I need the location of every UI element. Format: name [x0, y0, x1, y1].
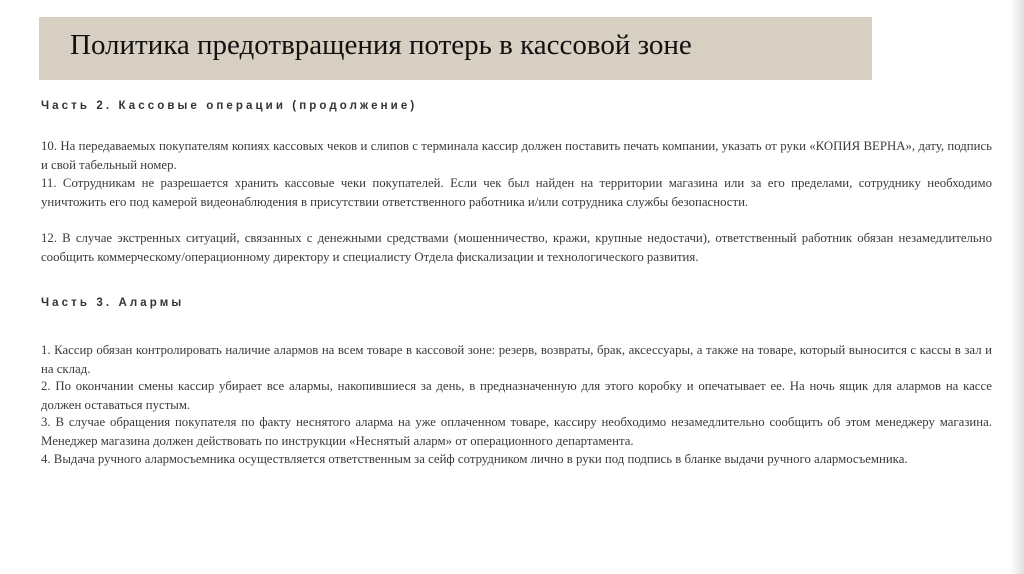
slide-edge-shadow — [1010, 0, 1024, 574]
part2-item-12: 12. В случае экстренных ситуаций, связанных с денежными средствами (мошенничество, кражи, крупные недостачи), ответственный работник обязан незамедлительно сообщить коммерческому/операционному директору и специалисту Отдела фискализации и технологического развития. — [41, 231, 992, 264]
part3-item-3: 3. В случае обращения покупателя по факту неснятого аларма на уже оплаченном товаре, кассиру необходимо незамедлительно сообщить об этом менеджеру магазина. Менеджер магазина должен действовать по инструкции «Неснятый аларм» от операционного департамента. — [41, 415, 992, 448]
part2-item-10: 10. На передаваемых покупателям копиях кассовых чеков и слипов с терминала кассир должен поставить печать компании, указать от руки «КОПИЯ ВЕРНА», дату, подпись и свой табельный номер. — [41, 139, 992, 172]
part2-item-11: 11. Сотрудникам не разрешается хранить кассовые чеки покупателей. Если чек был найден на территории магазина или за его пределами, сотруднику необходимо уничтожить его под камерой видеонаблюдения в присутствии ответственного работника и/или сотрудника службы безопасности. — [41, 176, 992, 209]
part3-heading: Часть 3. Алармы — [41, 297, 185, 309]
part3-item-2: 2. По окончании смены кассир убирает все алармы, накопившиеся за день, в предназначенную для этого коробку и опечатывает ее. На ночь ящик для алармов на кассе должен оставаться пустым. — [41, 379, 992, 412]
part3-item-4: 4. Выдача ручного алармосъемника осуществляется ответственным за сейф сотрудником лично в руки под подпись в бланке выдачи ручного алармосъемника. — [41, 452, 908, 466]
slide-title: Политика предотвращения потерь в кассовой зоне — [70, 29, 692, 61]
part3-item-1: 1. Кассир обязан контролировать наличие алармов на всем товаре в кассовой зоне: резерв, возвраты, брак, аксессуары, а также на товаре, который выносится с кассы в зал и на склад. — [41, 343, 992, 376]
part2-heading: Часть 2. Кассовые операции (продолжение) — [41, 100, 418, 112]
